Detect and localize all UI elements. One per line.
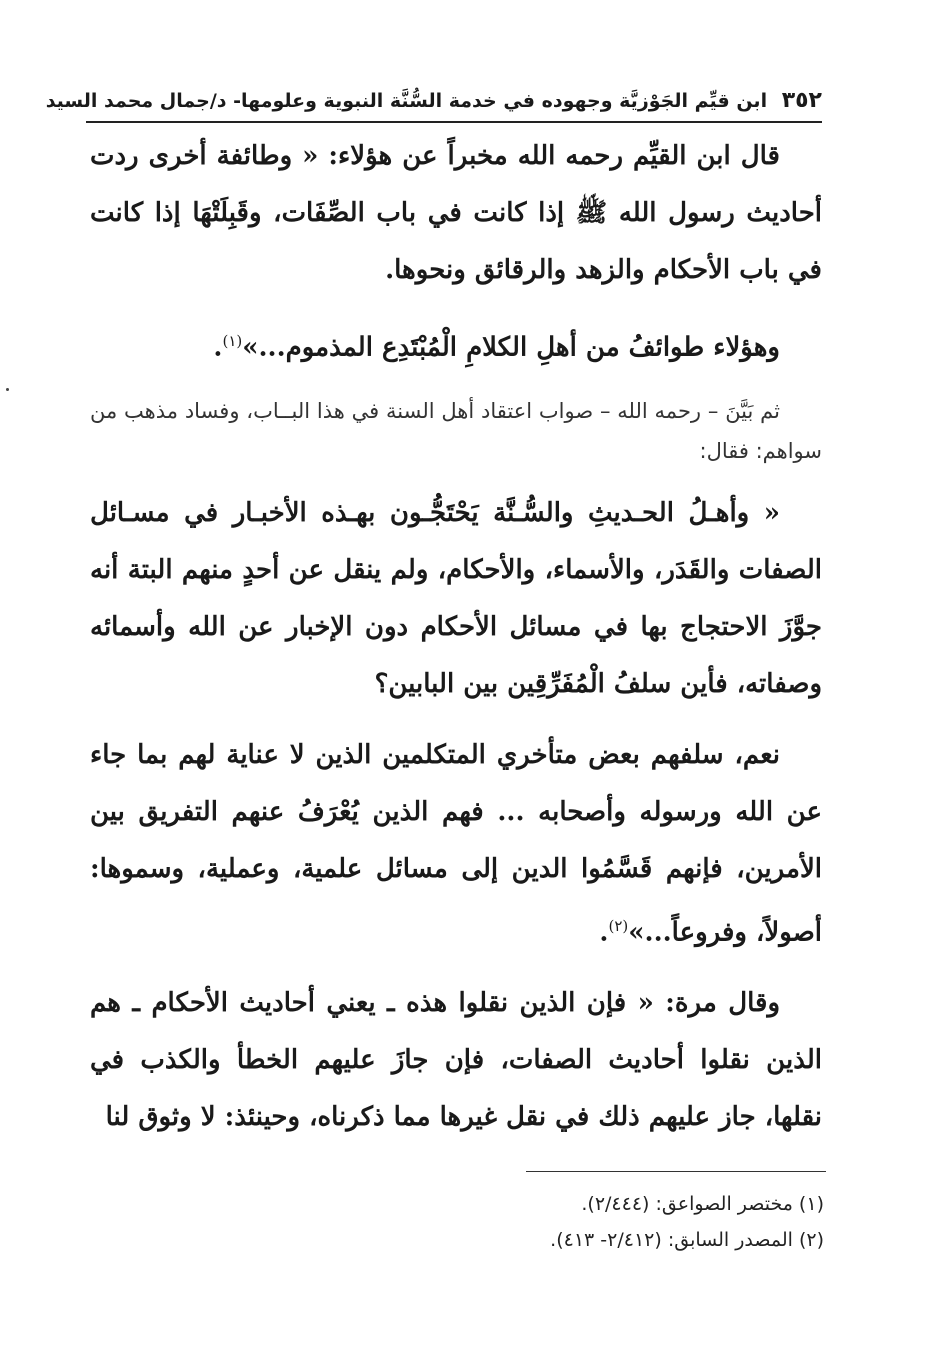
paragraph-3 [90,391,822,471]
paragraph-text: ثم بَيَّنَ – رحمه الله – صواب اعتقاد أهل السنة في هذا البــاب، وفساد مذهب من سواهم: فقال: [90,398,822,463]
main-text [90,128,822,1146]
paragraph-tail: . [213,332,223,363]
footnotes [400,1186,824,1258]
header-rule [86,121,822,123]
paragraph-1 [90,128,822,299]
paragraph-text: « وأهـلُ الحـديثِ والسُّـنَّة يَحْتَجُّـون بهـذه الأخبـار في مسـائل الصفات والقَدَر، والأسماء، والأحكام، ولم ينقل عن أحدٍ منهم البتة أنه جوَّزَ الاحتجاج بها في مسائل الأحكام دون الإخبار عن الله وأسمائه وصفاته، فأين سلفُ الْمُفَرِّقِين بين البابين؟ [90,497,822,699]
page-number: ٣٥٢ [781,88,822,113]
paragraph-4 [90,485,822,713]
paragraph-6 [90,975,822,1146]
footnote-ref-1[interactable]: (١) [222,332,243,350]
paragraph-text: نعم، سلفهم بعض متأخري المتكلمين الذين لا عناية لهم بما جاء عن الله ورسوله وأصحابه ... فهم الذين يُعْرَفُ عنهم التفريق بين الأمرين، فإنهم قَسَّمُوا الدين إلى مسائل علمية، وعملية، وسموها: أصولاً، وفروعاً...» [90,739,822,948]
footnote-2: (٢) المصدر السابق: (٢/٤١٢- ٤١٣). [550,1229,824,1251]
paragraph-text: وقال مرة: « فإن الذين نقلوا هذه ـ يعني أحاديث الأحكام ـ هم الذين نقلوا أحاديث الصفات، فإن جازَ عليهم الخطأ والكذب في نقلها، جاز عليهم ذلك في نقل غيرها مما ذكرناه، وحينئذ: لا وثوق لنا [90,988,822,1133]
running-title: ابن قيِّم الجَوْزيَّة وجهوده في خدمة السُّنَّة النبوية وعلومها- د/جمال محمد السيد [45,90,768,112]
footnote-separator [526,1171,826,1172]
scan-speck [6,388,9,391]
footnote-ref-2[interactable]: (٢) [608,916,629,935]
paragraph-tail: . [599,917,609,948]
paragraph-text: وهؤلاء طوائفُ من أهلِ الكلامِ الْمُبْتَدِع المذموم...» [242,332,780,363]
footnote-1: (١) مختصر الصواعق: (٢/٤٤٤). [581,1193,824,1215]
paragraph-2 [90,313,822,377]
paragraph-5 [90,727,822,962]
running-header [45,86,822,116]
paragraph-text: قال ابن القيِّم رحمه الله مخبراً عن هؤلاء: « وطائفة أخرى ردت أحاديث رسول الله ﷺ إذا كانت في باب الصِّفَات، وقَبِلَتْهَا إذا كانت في باب الأحكام والزهد والرقائق ونحوها. [90,141,822,285]
